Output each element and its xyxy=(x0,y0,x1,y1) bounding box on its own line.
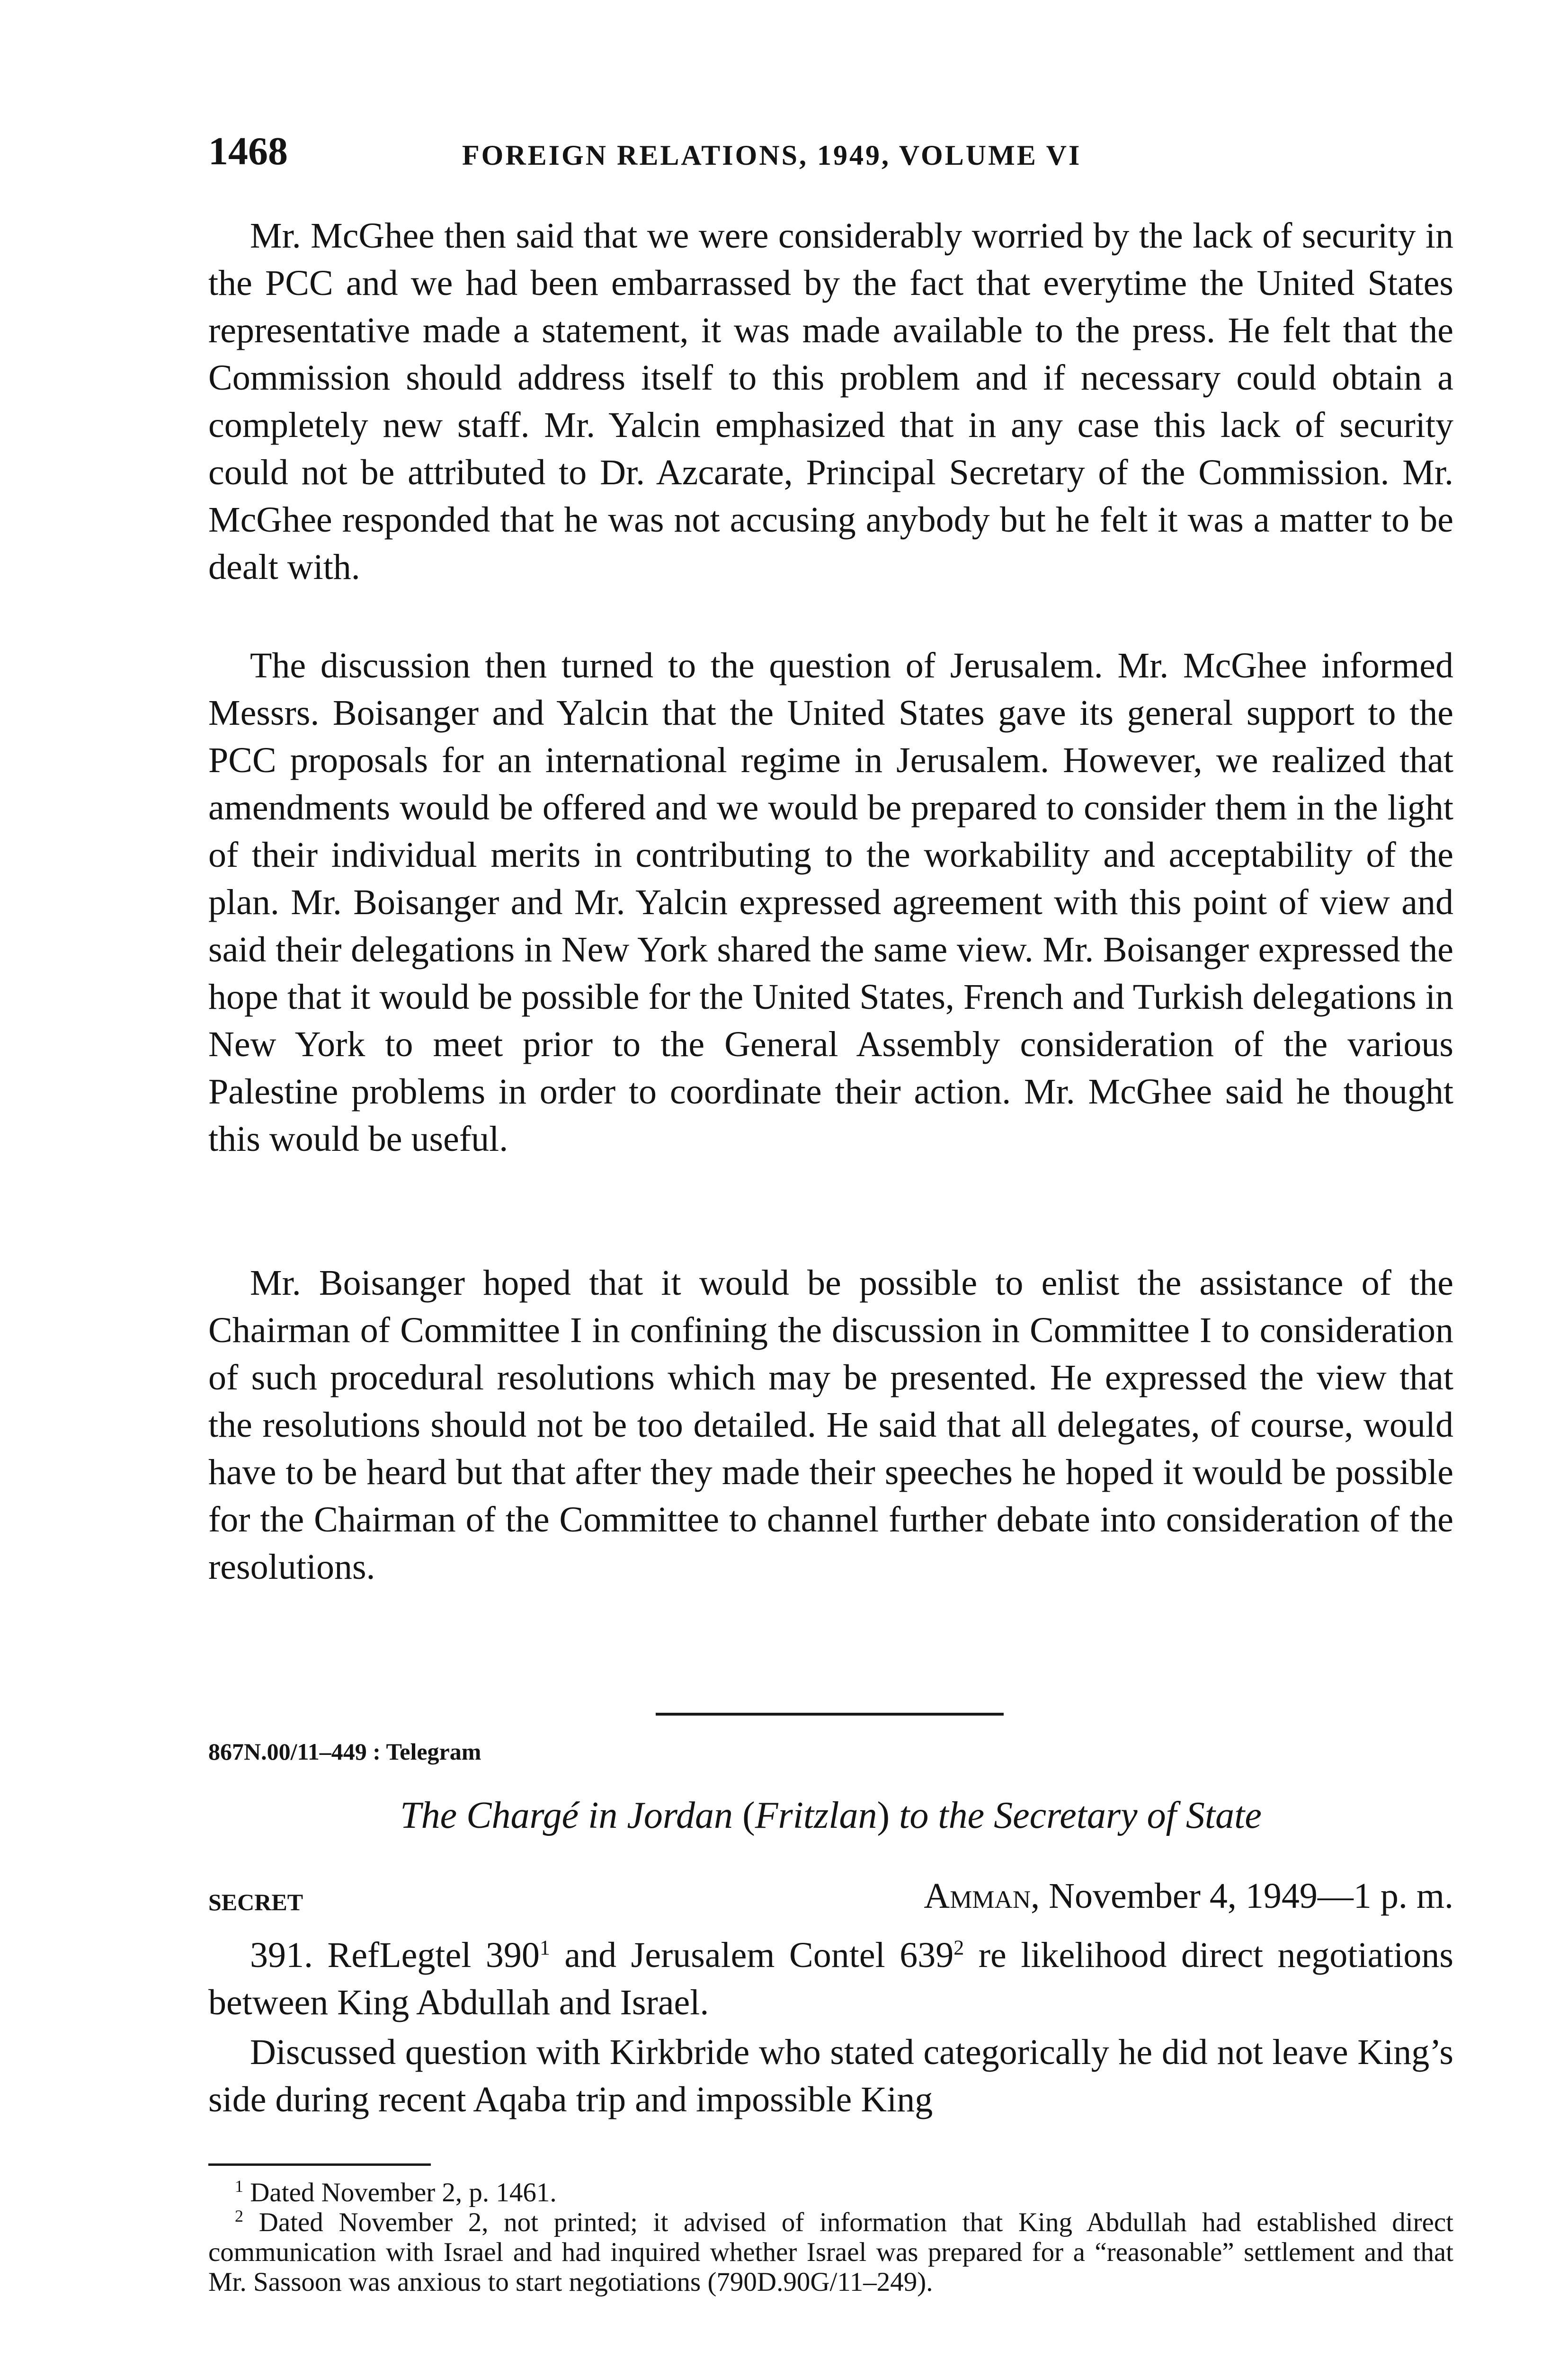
paragraph-text: Discussed question with Kirkbride who stated categorically he did not leave King’s side during recent Aqaba trip and impossible King xyxy=(208,2032,1453,2119)
title-paren-open: ( xyxy=(742,1795,755,1836)
dateline xyxy=(781,1870,1453,1922)
footnote-ref-2[interactable]: 2 xyxy=(953,1936,964,1959)
footnote-divider xyxy=(208,2163,431,2166)
footnote-text: Dated November 2, not printed; it advised of information that King Abdullah had established direct communication with Israel and had inquired whether Israel was prepared for a “reasonable” settlement and that Mr. Sassoon was anxious to start negotiations (790D.90G/11–249). xyxy=(208,2207,1453,2297)
footnote-ref-1[interactable]: 1 xyxy=(539,1936,550,1959)
paragraph-telegram-opening xyxy=(208,1931,1453,2026)
file-reference: 867N.00/11–449 : Telegram xyxy=(208,1738,481,1765)
classification-label: SECRET xyxy=(208,1889,303,1915)
title-paren-close: ) xyxy=(877,1795,890,1836)
title-sender: The Chargé in Jordan xyxy=(400,1795,733,1836)
paragraph-text: The discussion then turned to the question of Jerusalem. Mr. McGhee informed Messrs. Boisanger and Yalcin that the United States gave its general support to the PCC proposals for an international regime in Jerusalem. However, we realized that amendments would be offered and we would be prepared to consider them in the light of their individual merits in contributing to the workability and acceptability of the plan. Mr. Boisanger and Mr. Yalcin expressed agreement with this point of view and said their delegations in New York shared the same view. Mr. Boisanger expressed the hope that it would be possible for the United States, French and Turkish delegations in New York to meet prior to the General Assembly consideration of the various Palestine problems in order to coordinate their action. Mr. McGhee said he thought this would be useful. xyxy=(208,646,1453,1159)
page-number: 1468 xyxy=(208,129,288,173)
running-head xyxy=(208,125,1207,178)
footnote-marker: 2 xyxy=(235,2207,243,2225)
paragraph-kirkbride xyxy=(208,2029,1453,2123)
footnote-2 xyxy=(208,2207,1453,2297)
telegram-reference: and Jerusalem Contel 639 xyxy=(550,1935,954,1975)
section-divider xyxy=(656,1713,1004,1716)
telegram-number: 391. RefLegtel 390 xyxy=(250,1935,540,1975)
footnote-marker: 1 xyxy=(235,2177,243,2196)
footnote-1 xyxy=(208,2178,1453,2207)
dateline-date: , November 4, 1949—1 p. m. xyxy=(1031,1876,1453,1916)
paragraph-text: Mr. Boisanger hoped that it would be possible to enlist the assistance of the Chairman of Committee I in confining the discussion in Committee I to consideration of such procedural resolutions which may be presented. He expressed the view that the resolutions should not be too detailed. He said that all delegates, of course, would have to be heard but that after they made their speeches he hoped it would be possible for the Chairman of the Committee to channel further debate into consideration of the resolutions. xyxy=(208,1263,1453,1587)
document-title xyxy=(208,1789,1453,1842)
paragraph-text: Mr. McGhee then said that we were considerably worried by the lack of security in the PCC and we had been embarrassed by the fact that everytime the United States representative made a statement, it was made available to the press. He felt that the Commission should address itself to this problem and if necessary could obtain a completely new staff. Mr. Yalcin emphasized that in any case this lack of security could not be attributed to Dr. Azcarate, Principal Secretary of the Commission. Mr. McGhee responded that he was not accusing anybody but he felt it was a matter to be dealt with. xyxy=(208,216,1453,587)
footnotes xyxy=(208,2178,1453,2297)
title-recipient: to the Secretary of State xyxy=(899,1795,1262,1836)
paragraph-security xyxy=(208,212,1453,591)
telegram-subject: re likelihood direct negotiations between King Abdullah and Israel. xyxy=(208,1935,1453,2022)
running-title: FOREIGN RELATIONS, 1949, VOLUME VI xyxy=(462,140,1082,171)
dateline-place: Amman xyxy=(924,1876,1031,1916)
paragraph-committee xyxy=(208,1259,1453,1591)
title-name: Fritzlan xyxy=(755,1795,877,1836)
paragraph-text xyxy=(208,1931,1453,2026)
footnote-text: Dated November 2, p. 1461. xyxy=(250,2178,557,2207)
paragraph-jerusalem xyxy=(208,642,1453,1163)
